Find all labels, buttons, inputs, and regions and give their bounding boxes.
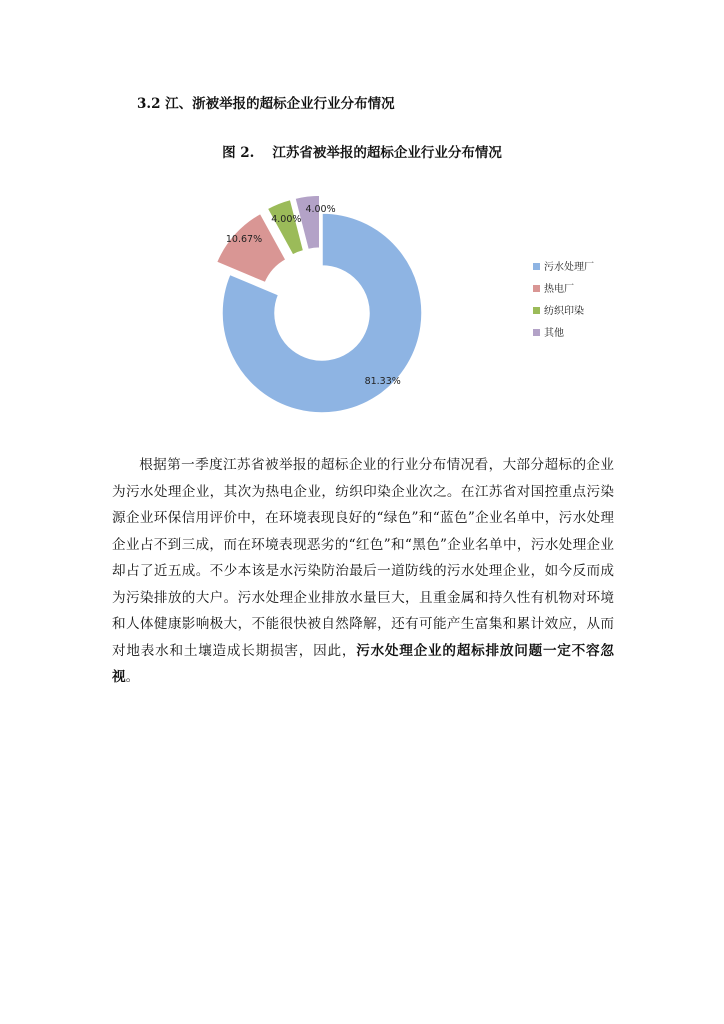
slice-label-1: 81.33% bbox=[364, 376, 401, 388]
industry-distribution-donut-chart bbox=[150, 180, 630, 435]
legend-label-2: 热电厂 bbox=[544, 284, 574, 295]
figure-caption-text: 江苏省被举报的超标企业行业分布情况 bbox=[272, 145, 502, 161]
legend-swatch-2 bbox=[533, 285, 540, 292]
body-paragraph bbox=[112, 452, 614, 691]
legend-swatch-3 bbox=[533, 307, 540, 314]
legend-label-1: 污水处理厂 bbox=[544, 262, 594, 273]
legend-swatch-4 bbox=[533, 329, 540, 336]
body-text-emphasis: 污水处理企业的超标排放问题一定不容忽视 bbox=[112, 642, 614, 685]
body-text-end: 。 bbox=[125, 669, 140, 685]
legend-swatch-1 bbox=[533, 263, 540, 270]
legend-label-4: 其他 bbox=[544, 328, 564, 339]
legend-label-3: 纺织印染 bbox=[544, 306, 584, 317]
section-title: 3.2 江、浙被举报的超标企业行业分布情况 bbox=[137, 96, 395, 112]
slice-label-3: 4.00% bbox=[271, 213, 302, 225]
figure-number: 图 2. bbox=[222, 145, 255, 161]
figure-caption bbox=[0, 141, 724, 161]
slice-label-4: 4.00% bbox=[305, 204, 336, 216]
body-text-main: 根据第一季度江苏省被举报的超标企业的行业分布情况看，大部分超标的企业为污水处理企业，其次为热电企业，纺织印染企业次之。在江苏省对国控重点污染源企业环保信用评价中，在环境表现良好的“绿色”和“蓝色”企业名单中，污水处理企业占不到三成，而在环境表现恶劣的“红色”和“黑色”企业名单中，污水处理企业却占了近五成。不少本该是水污染防治最后一道防线的污水处理企业，如今反而成为污染排放的大户。污水处理企业排放水量巨大，且重金属和持久性有机物对环境和人体健康影响极大，不能很快被自然降解，还有可能产生富集和累计效应，从而对地表水和土壤造成长期损害，因此， bbox=[112, 457, 614, 659]
slice-label-2: 10.67% bbox=[225, 233, 263, 245]
